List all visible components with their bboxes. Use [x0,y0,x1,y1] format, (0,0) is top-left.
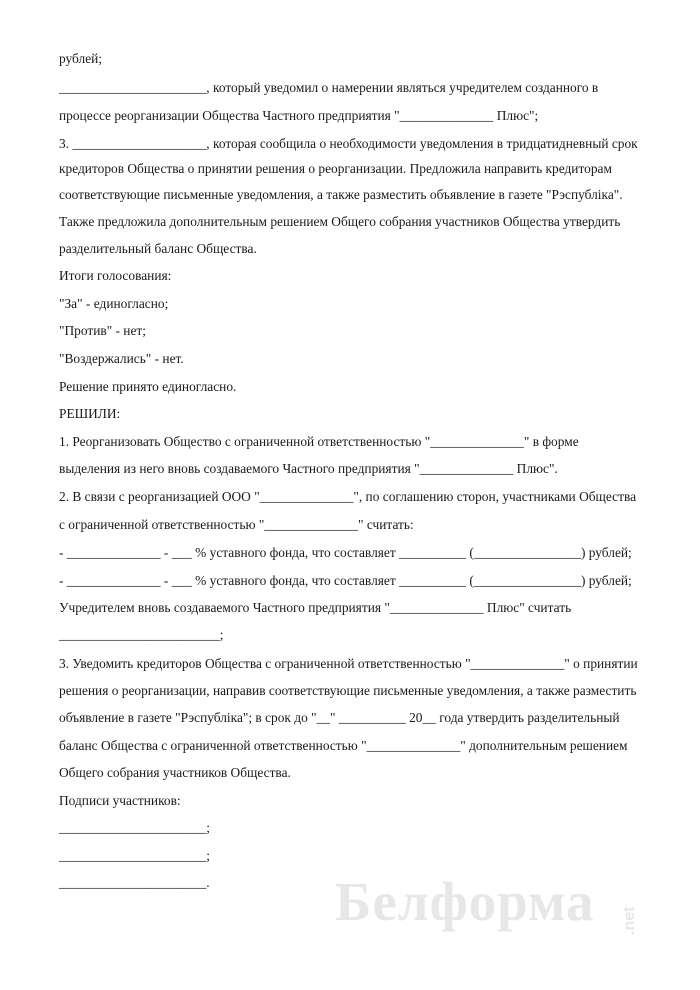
text-line: Итоги голосования: [59,268,172,283]
text-line: выделения из него вновь создаваемого Частного предприятия "______________ Плюс". [59,461,558,476]
text-line: процессе реорганизации Общества Частного предприятия "______________ Плюс"; [59,108,539,123]
text-line: "За" - единогласно; [59,296,169,311]
text-line: Учредителем вновь создаваемого Частного предприятия "______________ Плюс" считать [59,600,572,615]
section-heading: РЕШИЛИ: [59,406,121,421]
text-line: - ______________ - ___ % уставного фонда, что составляет __________ (________________) рублей; [59,545,632,560]
text-line: Также предложила дополнительным решением Общего собрания участников Общества утвердить [59,214,621,229]
text-line: Решение принято единогласно. [59,379,237,394]
text-line: 1. Реорганизовать Общество с ограниченной ответственностью "______________" в форме [59,434,579,449]
text-line: разделительный баланс Общества. [59,241,257,256]
text-line: решения о реорганизации, направив соответствующие письменные уведомления, а также разместить [59,683,637,698]
text-line: 3. ____________________, которая сообщила о необходимости уведомления в тридцатидневный срок [59,136,638,151]
watermark-suffix: .net [621,906,638,935]
text-line: Подписи участников: [59,793,181,808]
text-line: "Против" - нет; [59,323,146,338]
text-line: соответствующие письменные уведомления, а также разместить объявление в газете "Рэспублiка". [59,187,623,202]
text-line: кредиторов Общества о принятии решения о реорганизации. Предложила направить кредиторам [59,161,612,176]
text-line: - ______________ - ___ % уставного фонда, что составляет __________ (________________) рублей; [59,573,632,588]
text-line: ______________________, который уведомил о намерении являться учредителем созданного в [59,80,599,95]
watermark-logo: Белформа [335,871,595,932]
text-line: рублей; [59,51,103,66]
signature-line: ______________________. [59,875,210,890]
text-line: с ограниченной ответственностью "______________" считать: [59,517,414,532]
signature-line: ______________________; [59,820,211,835]
text-line: "Воздержались" - нет. [59,351,184,366]
text-line: Общего собрания участников Общества. [59,765,291,780]
signature-line: ______________________; [59,848,211,863]
text-line: 3. Уведомить кредиторов Общества с ограниченной ответственностью "______________" о принятии [59,656,638,671]
text-line: 2. В связи с реорганизацией ООО "______________", по соглашению сторон, участниками Общества [59,489,637,504]
text-line: ________________________; [59,627,224,642]
text-line: баланс Общества с ограниченной ответственностью "______________" дополнительным решением [59,738,628,753]
text-line: объявление в газете "Рэспублiка"; в срок до "__" __________ 20__ года утвердить разделительный [59,710,620,725]
